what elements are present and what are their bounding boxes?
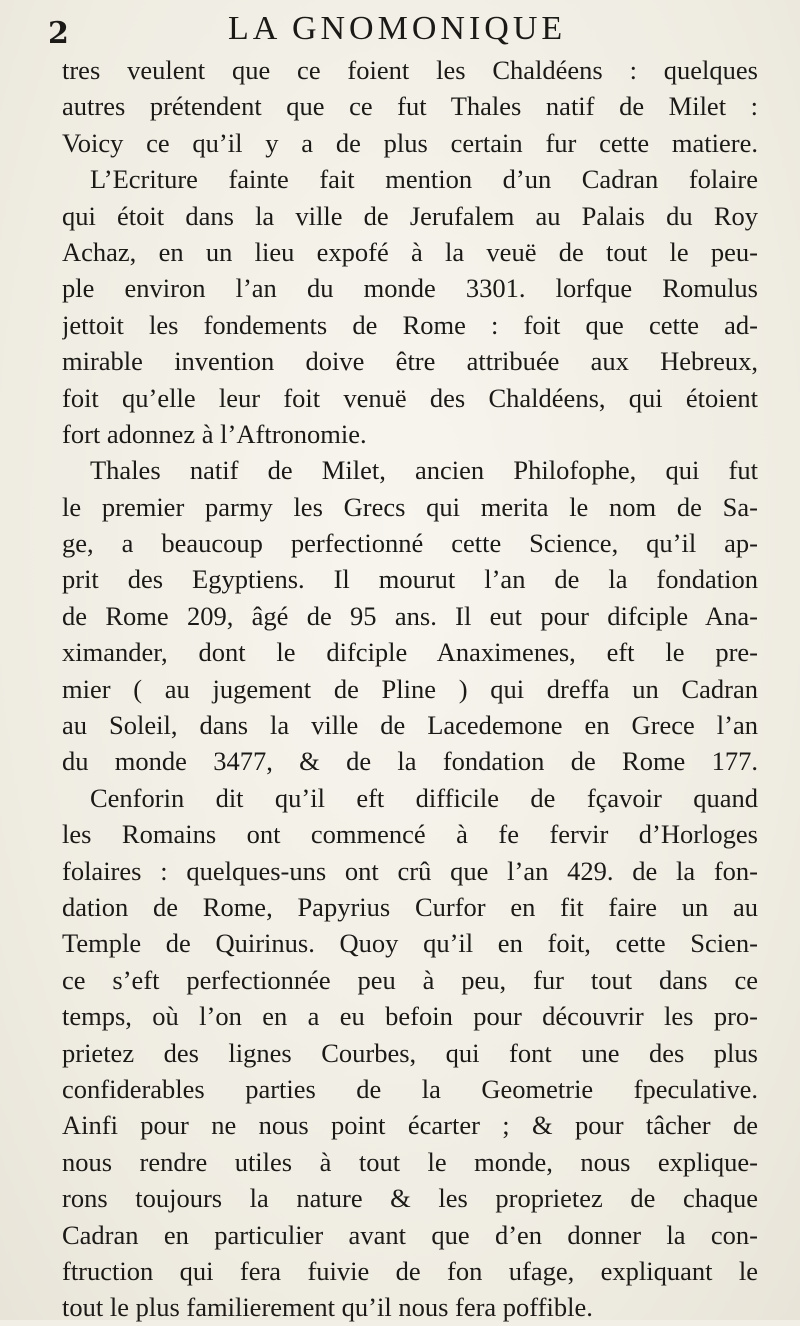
text-line: prietez des lignes Courbes, qui font une des plus <box>62 1037 758 1068</box>
text-line: tout le plus familierement qu’il nous fera poffible. <box>62 1292 593 1323</box>
text-line: Cenforin dit qu’il eft difficile de fçavoir quand <box>90 782 758 813</box>
text-line: le premier parmy les Grecs qui merita le nom de Sa- <box>62 491 758 522</box>
text-line: Achaz, en un lieu expofé à la veuë de tout le peu- <box>62 236 758 267</box>
text-line: L’Ecriture fainte fait mention d’un Cadran folaire <box>90 164 758 195</box>
text-line: Voicy ce qu’il y a de plus certain fur cette matiere. <box>62 127 758 158</box>
text-line: autres prétendent que ce fut Thales natif de Milet : <box>62 91 758 122</box>
text-line: tres veulent que ce foient les Chaldéens : quelques <box>62 55 758 85</box>
text-line: ge, a beaucoup perfectionné cette Science, qu’il ap- <box>62 528 758 559</box>
text-line: ce s’eft perfectionnée peu à peu, fur tout dans ce <box>62 964 758 995</box>
text-line: ximander, dont le difciple Anaximenes, eft le pre- <box>62 637 758 668</box>
text-line: du monde 3477, & de la fondation de Rome 177. <box>62 746 758 777</box>
page-header <box>48 6 768 52</box>
text-line: foit qu’elle leur foit venuë des Chaldéens, qui étoient <box>62 382 758 413</box>
text-line: au Soleil, dans la ville de Lacedemone en Grece l’an <box>62 710 758 741</box>
text-line: ftruction qui fera fuivie de fon ufage, expliquant le <box>62 1255 758 1286</box>
text-line: prit des Egyptiens. Il mourut l’an de la fondation <box>62 564 758 595</box>
text-line: fort adonnez à l’Aftronomie. <box>62 418 367 449</box>
text-line: temps, où l’on en a eu befoin pour découvrir les pro- <box>62 1001 758 1032</box>
text-line: Thales natif de Milet, ancien Philofophe, qui fut <box>90 455 758 486</box>
text-line: nous rendre utiles à tout le monde, nous explique- <box>62 1146 758 1177</box>
text-line: Temple de Quirinus. Quoy qu’il en foit, cette Scien- <box>62 928 758 959</box>
text-line: de Rome 209, âgé de 95 ans. Il eut pour difciple Ana- <box>62 600 758 631</box>
text-line: Ainfi pour ne nous point écarter ; & pour tâcher de <box>62 1110 758 1141</box>
text-line: qui étoit dans la ville de Jerufalem au Palais du Roy <box>62 200 758 231</box>
text-line: folaires : quelques-uns ont crû que l’an 429. de la fon- <box>62 855 758 886</box>
text-line: mirable invention doive être attribuée aux Hebreux, <box>62 346 758 377</box>
text-line: confiderables parties de la Geometrie fpeculative. <box>62 1073 758 1104</box>
text-line: dation de Rome, Papyrius Curfor en fit faire un au <box>62 891 758 922</box>
text-line: mier ( au jugement de Pline ) qui dreffa un Cadran <box>62 673 758 704</box>
text-line: ple environ l’an du monde 3301. lorfque Romulus <box>62 273 758 304</box>
text-line: les Romains ont commencé à fe fervir d’Horloges <box>62 819 758 850</box>
text-line: Cadran en particulier avant que d’en donner la con- <box>62 1219 758 1250</box>
body-text <box>62 52 758 1326</box>
page-number: 2 <box>48 16 69 51</box>
running-head: LA GNOMONIQUE <box>228 10 567 47</box>
text-line: rons toujours la nature & les proprietez de chaque <box>62 1183 758 1214</box>
text-line: jettoit les fondements de Rome : foit que cette ad- <box>62 309 758 340</box>
